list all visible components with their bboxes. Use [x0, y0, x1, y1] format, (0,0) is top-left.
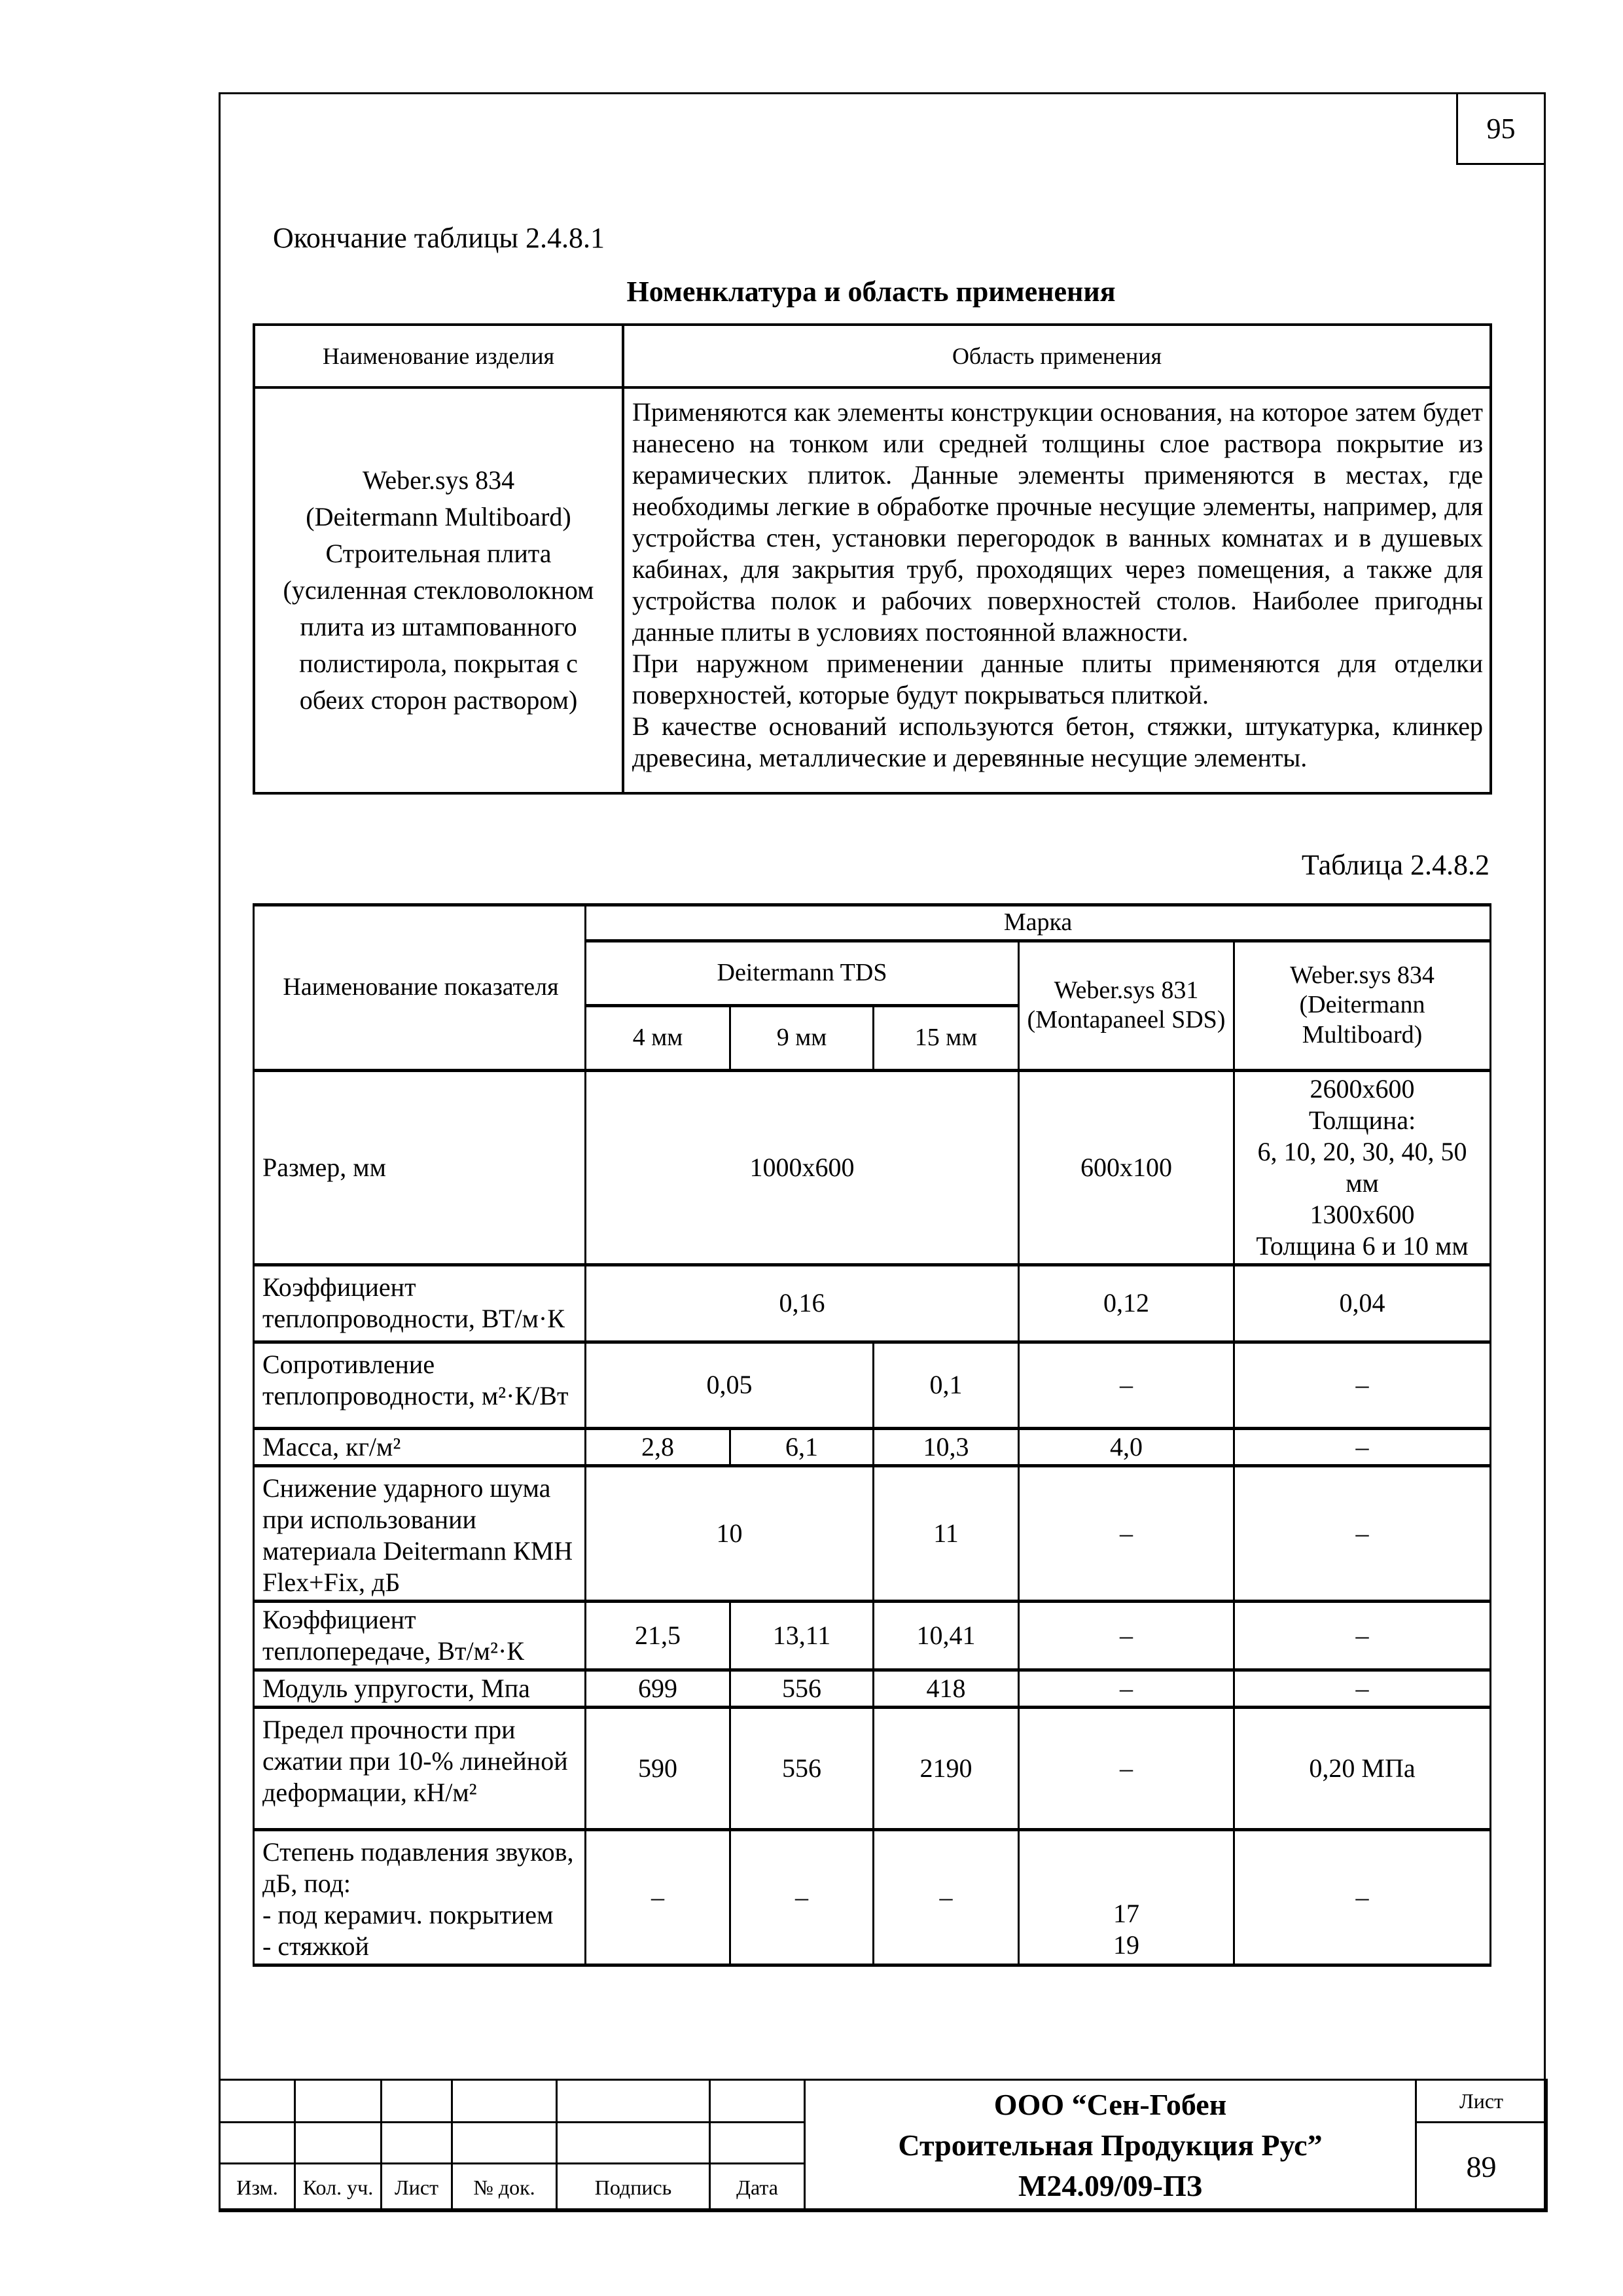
table-row-conductivity	[254, 1265, 1491, 1342]
value-cell: 10	[586, 1465, 874, 1601]
label-list: Лист	[382, 2164, 452, 2212]
label-line: - под керамич. покрытием	[262, 1899, 554, 1929]
value-line: 2600x600	[1310, 1073, 1415, 1103]
sheet-number: 89	[1416, 2123, 1547, 2212]
label-no-dok: № док.	[452, 2164, 557, 2212]
row-label: Размер, мм	[254, 1070, 586, 1265]
t2-header-9mm: 9 мм	[730, 1005, 874, 1070]
value-cell	[1234, 1070, 1491, 1265]
value-cell: 556	[730, 1707, 874, 1829]
table-header-row	[254, 905, 1491, 941]
brand-line: Multiboard)	[1302, 1020, 1423, 1049]
section-title: Номенклатура и область применения	[626, 276, 1116, 308]
application-paragraph: Применяются как элементы конструкции основания, на которое затем будет нанесено на тонком или средней толщины слое раствора покрытие из керамических плиток. Данные элементы применяются в местах, где необходимы легкие в обработке прочные несущие элементы, например, для устройства стен, установки перегородок в ванных комнатах и в душевых кабинах, для закрытия труб, проходящих через помещения, а также для устройства полок и рабочих поверхностей столов. Наиболее пригодны данные плиты в условиях постоянной влажности.	[632, 397, 1483, 647]
value-cell: –	[586, 1829, 730, 1965]
t2-header-4mm: 4 мм	[586, 1005, 730, 1070]
t2-header-parameter: Наименование показателя	[254, 905, 586, 1071]
t1-header-application: Область применения	[623, 325, 1491, 387]
value-cell: –	[1019, 1670, 1234, 1707]
title-block-empty-cell	[382, 2080, 452, 2123]
value-line: Толщина 6 и 10 мм	[1256, 1230, 1469, 1261]
value-cell: –	[1019, 1465, 1234, 1601]
title-block-empty-cell	[710, 2123, 805, 2164]
title-block-empty-cell	[710, 2080, 805, 2123]
value-cell: 10,41	[874, 1601, 1019, 1670]
brand-line: Weber.sys 834	[1290, 961, 1435, 989]
value-cell: 6,1	[730, 1428, 874, 1465]
title-block-row	[220, 2080, 1547, 2123]
value-cell: –	[1019, 1707, 1234, 1829]
row-label: Масса, кг/м²	[254, 1428, 586, 1465]
row-label: Модуль упругости, Мпа	[254, 1670, 586, 1707]
table-continuation-note: Окончание таблицы 2.4.8.1	[273, 222, 605, 254]
value-line: 1300x600	[1310, 1199, 1415, 1229]
value-cell: 600x100	[1019, 1070, 1234, 1265]
title-block-empty-cell	[452, 2123, 557, 2164]
title-block-empty-cell	[452, 2080, 557, 2123]
product-name-line: (усиленная стекловолокном	[283, 575, 594, 605]
row-label: Предел прочности при сжатии при 10-% линейной деформации, кН/м²	[254, 1707, 586, 1829]
title-block-empty-cell	[295, 2080, 382, 2123]
product-name-line: (Deitermann Multiboard)	[306, 502, 571, 531]
table-row-heat-transfer	[254, 1601, 1491, 1670]
label-podpis: Подпись	[557, 2164, 710, 2212]
organization-line: ООО “Сен-Гобен	[993, 2087, 1227, 2121]
product-name-line: обеих сторон раствором)	[299, 685, 578, 715]
value-cell: 0,05	[586, 1342, 874, 1428]
table-row	[254, 387, 1491, 793]
page-number-box	[1456, 92, 1546, 165]
value-cell: 0,1	[874, 1342, 1019, 1428]
value-cell	[1019, 1829, 1234, 1965]
row-label: Снижение ударного шума при использовании материала Deitermann КМН Flex+Fix, дБ	[254, 1465, 586, 1601]
value-cell: 590	[586, 1707, 730, 1829]
row-label: Коэффициент теплопроводности, ВТ/м·К	[254, 1265, 586, 1342]
document-code: М24.09/09-ПЗ	[1018, 2169, 1203, 2203]
organization-cell	[805, 2080, 1416, 2212]
title-block-empty-cell	[557, 2080, 710, 2123]
value-cell: 2190	[874, 1707, 1019, 1829]
application-text-cell	[623, 387, 1491, 793]
value-cell: 10,3	[874, 1428, 1019, 1465]
product-name-line: Weber.sys 834	[362, 465, 515, 495]
value-cell: 699	[586, 1670, 730, 1707]
table-row-sound-suppression	[254, 1829, 1491, 1965]
value-cell: 0,20 МПа	[1234, 1707, 1491, 1829]
brand-line: (Montapaneel SDS)	[1027, 1006, 1226, 1034]
application-paragraph: В качестве оснований используются бетон, стяжки, штукатурка, клинкер древесина, металлические и деревянные несущие элементы.	[632, 711, 1483, 772]
table-row-elasticity	[254, 1670, 1491, 1707]
value-cell: –	[1019, 1601, 1234, 1670]
label-data: Дата	[710, 2164, 805, 2212]
value-cell: 1000x600	[586, 1070, 1019, 1265]
table-row-strength	[254, 1707, 1491, 1829]
value-cell: 13,11	[730, 1601, 874, 1670]
title-block	[219, 2079, 1548, 2212]
value-cell: –	[1234, 1342, 1491, 1428]
product-name-line: Строительная плита	[325, 539, 552, 568]
value-cell: 0,04	[1234, 1265, 1491, 1342]
value-cell: 556	[730, 1670, 874, 1707]
value-cell: –	[1234, 1601, 1491, 1670]
value-cell: 0,12	[1019, 1265, 1234, 1342]
spec-table	[253, 903, 1491, 1967]
label-line: - стяжкой	[262, 1931, 369, 1961]
brand-line: Weber.sys 831	[1054, 976, 1199, 1004]
title-block-empty-cell	[220, 2123, 295, 2164]
t2-header-weber831	[1019, 941, 1234, 1070]
value-cell: –	[1019, 1342, 1234, 1428]
value-cell: –	[1234, 1829, 1491, 1965]
table2-caption: Таблица 2.4.8.2	[1301, 849, 1489, 881]
title-block-empty-cell	[382, 2123, 452, 2164]
table-row-size	[254, 1070, 1491, 1265]
t2-header-weber834	[1234, 941, 1491, 1070]
sheet-label: Лист	[1416, 2080, 1547, 2123]
page-number: 95	[1486, 113, 1516, 145]
organization-line: Строительная Продукция Рус”	[898, 2128, 1323, 2162]
title-block-empty-cell	[295, 2123, 382, 2164]
t2-header-15mm: 15 мм	[874, 1005, 1019, 1070]
value-line: 6, 10, 20, 30, 40, 50 мм	[1257, 1136, 1467, 1198]
t2-header-deitermann-tds: Deitermann TDS	[586, 941, 1019, 1005]
value-line: Толщина:	[1308, 1105, 1416, 1135]
value-cell: 418	[874, 1670, 1019, 1707]
table-row-resistance	[254, 1342, 1491, 1428]
value-cell: –	[1234, 1465, 1491, 1601]
label-line: Степень подавления звуков, дБ, под:	[262, 1837, 574, 1898]
value-cell: –	[874, 1829, 1019, 1965]
value-cell: –	[730, 1829, 874, 1965]
product-name-line: плита из штампованного	[300, 612, 577, 641]
value-cell: 2,8	[586, 1428, 730, 1465]
value-cell: 4,0	[1019, 1428, 1234, 1465]
t1-header-product-name: Наименование изделия	[254, 325, 623, 387]
row-label: Коэффициент теплопередаче, Вт/м²·К	[254, 1601, 586, 1670]
application-paragraph: При наружном применении данные плиты применяются для отделки поверхностей, которые будут покрываться плиткой.	[632, 649, 1483, 709]
table-header-row	[254, 325, 1491, 387]
t2-header-brand-group: Марка	[586, 905, 1491, 941]
value-cell: –	[1234, 1670, 1491, 1707]
nomenclature-table	[253, 323, 1492, 795]
label-kol-uch: Кол. уч.	[295, 2164, 382, 2212]
product-name-line: полистирола, покрытая с	[299, 649, 578, 678]
table-row-mass	[254, 1428, 1491, 1465]
value-line: 19	[1113, 1929, 1139, 1960]
brand-line: (Deitermann	[1299, 991, 1425, 1019]
value-cell: 11	[874, 1465, 1019, 1601]
title-block-empty-cell	[557, 2123, 710, 2164]
row-label: Сопротивление теплопроводности, м²·К/Вт	[254, 1342, 586, 1428]
product-name-cell	[254, 387, 623, 793]
row-label	[254, 1829, 586, 1965]
label-izm: Изм.	[220, 2164, 295, 2212]
value-line: 17	[1113, 1898, 1139, 1928]
title-block-empty-cell	[220, 2080, 295, 2123]
value-cell: 21,5	[586, 1601, 730, 1670]
value-cell: –	[1234, 1428, 1491, 1465]
value-cell: 0,16	[586, 1265, 1019, 1342]
table-row-impact-noise	[254, 1465, 1491, 1601]
